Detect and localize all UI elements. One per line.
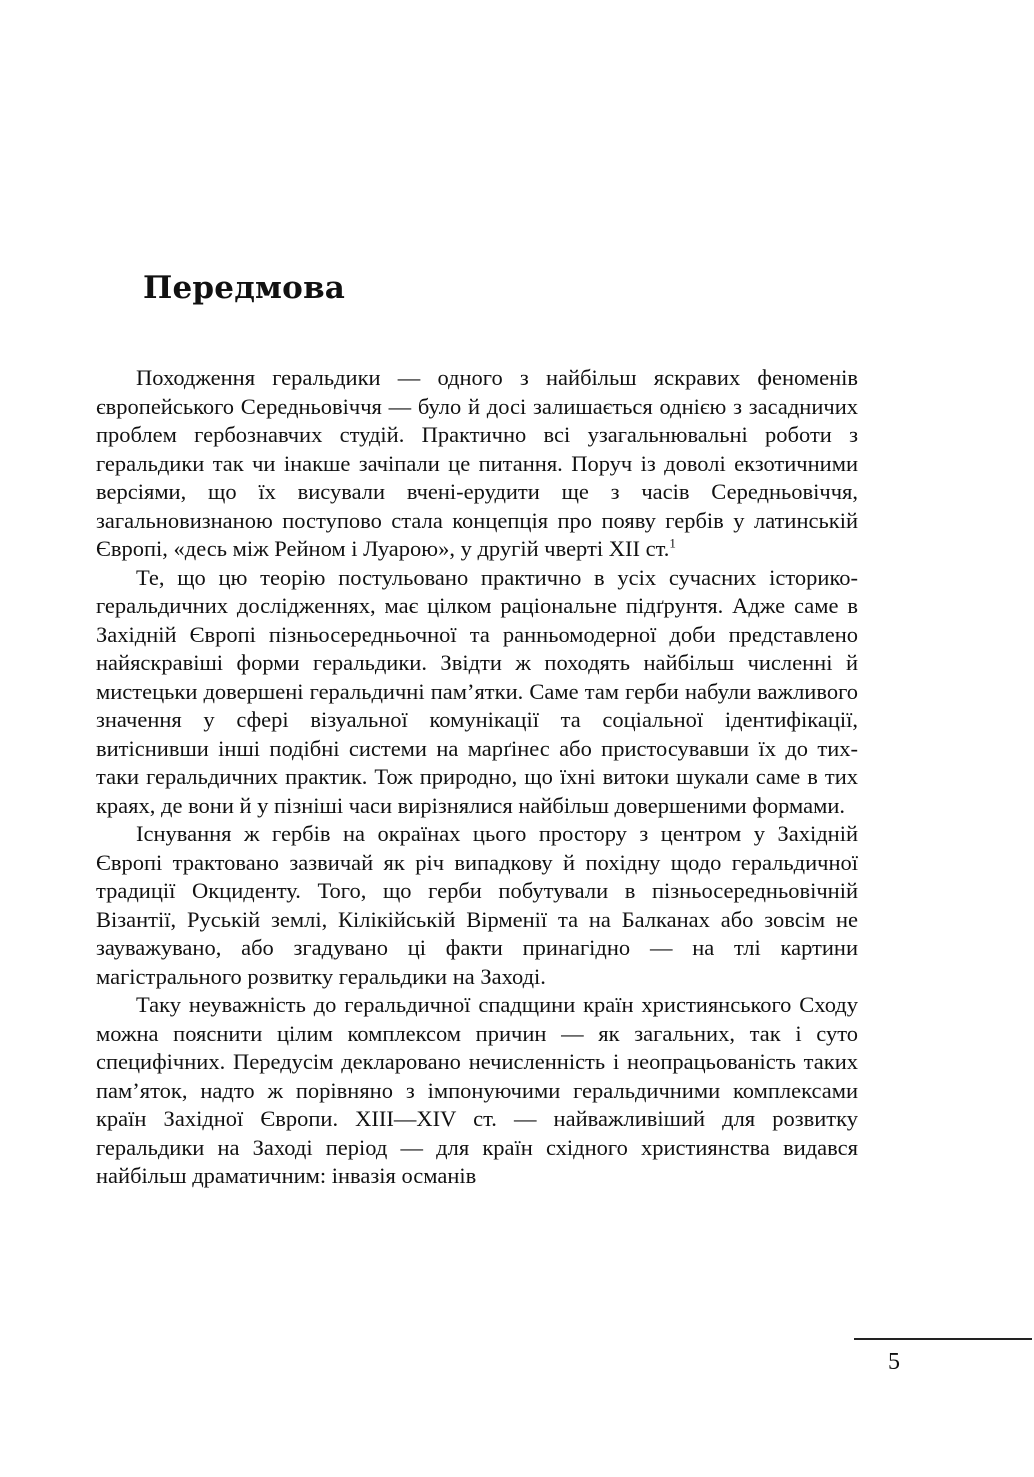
body-text: [96, 364, 858, 1191]
paragraph-1: [96, 364, 858, 564]
footnote-ref-1[interactable]: 1: [669, 535, 676, 551]
footer-rule: [854, 1338, 1032, 1340]
paragraph-4: Таку неуважність до геральдичної спадщини країн християнського Сходу можна пояснити цілим комплексом причин — як загальних, так і суто специфічних. Передусім декларовано нечисленність і неопрацьованість таких пам’яток, надто ж порівняно з імпонуючими геральдичними комплексами країн Західної Європи. XIII—XIV ст. — найважливіший для розвитку геральдики на Заході період — для країн східного християнства видався найбільш драматичним: інвазія османів: [96, 992, 858, 1188]
paragraph-1-text: Походження геральдики — одного з найбільш яскравих феноменів європейського Середньовіччя — було й досі залишається однією з засадничих проблем гербознавчих студій. Практично всі узагальнювальні роботи з геральдики так чи інакше зачіпали це питання. Поруч із доволі екзотичними версіями, що їх висували вчені-ерудити ще з часів Середньовіччя, загальновизнаною поступово стала концепція про появу гербів у латинській Європі, «десь між Рейном і Луарою», у другій чверті XII ст.: [96, 365, 858, 561]
paragraph-2: Те, що цю теорію постульовано практично в усіх сучасних історико-геральдичних дослідженнях, має цілком раціональне підґрунтя. Адже саме в Західній Європі пізньосередньочної та ранньомодерної доби представлено найяскравіші форми геральдики. Звідти ж походять найбільш численні й мистецьки довершені геральдичні пам’ятки. Саме там герби набули важливого значення у сфері візуальної комунікації та соціальної ідентифікації, витіснивши інші подібні системи на марґінес або пристосувавши їх до тих-таки геральдичних практик. Тож природно, що їхні витоки шукали саме в тих краях, де вони й у пізніші часи вирізнялися найбільш довершеними формами.: [96, 564, 858, 818]
page-title: Передмова: [143, 270, 346, 306]
page-number: 5: [888, 1349, 900, 1375]
paragraph-3: Існування ж гербів на окраїнах цього простору з центром у Західній Європі трактовано зазвичай як річ випадкову й похідну щодо геральдичної традиції Окциденту. Того, що герби побутували в пізньосередньовічній Візантії, Руській землі, Кілікійській Вірменії та на Балканах або зовсім не зауважувано, або згадувано ці факти принагідно — на тлі картини магістрального розвитку геральдики на Заході.: [96, 821, 858, 989]
